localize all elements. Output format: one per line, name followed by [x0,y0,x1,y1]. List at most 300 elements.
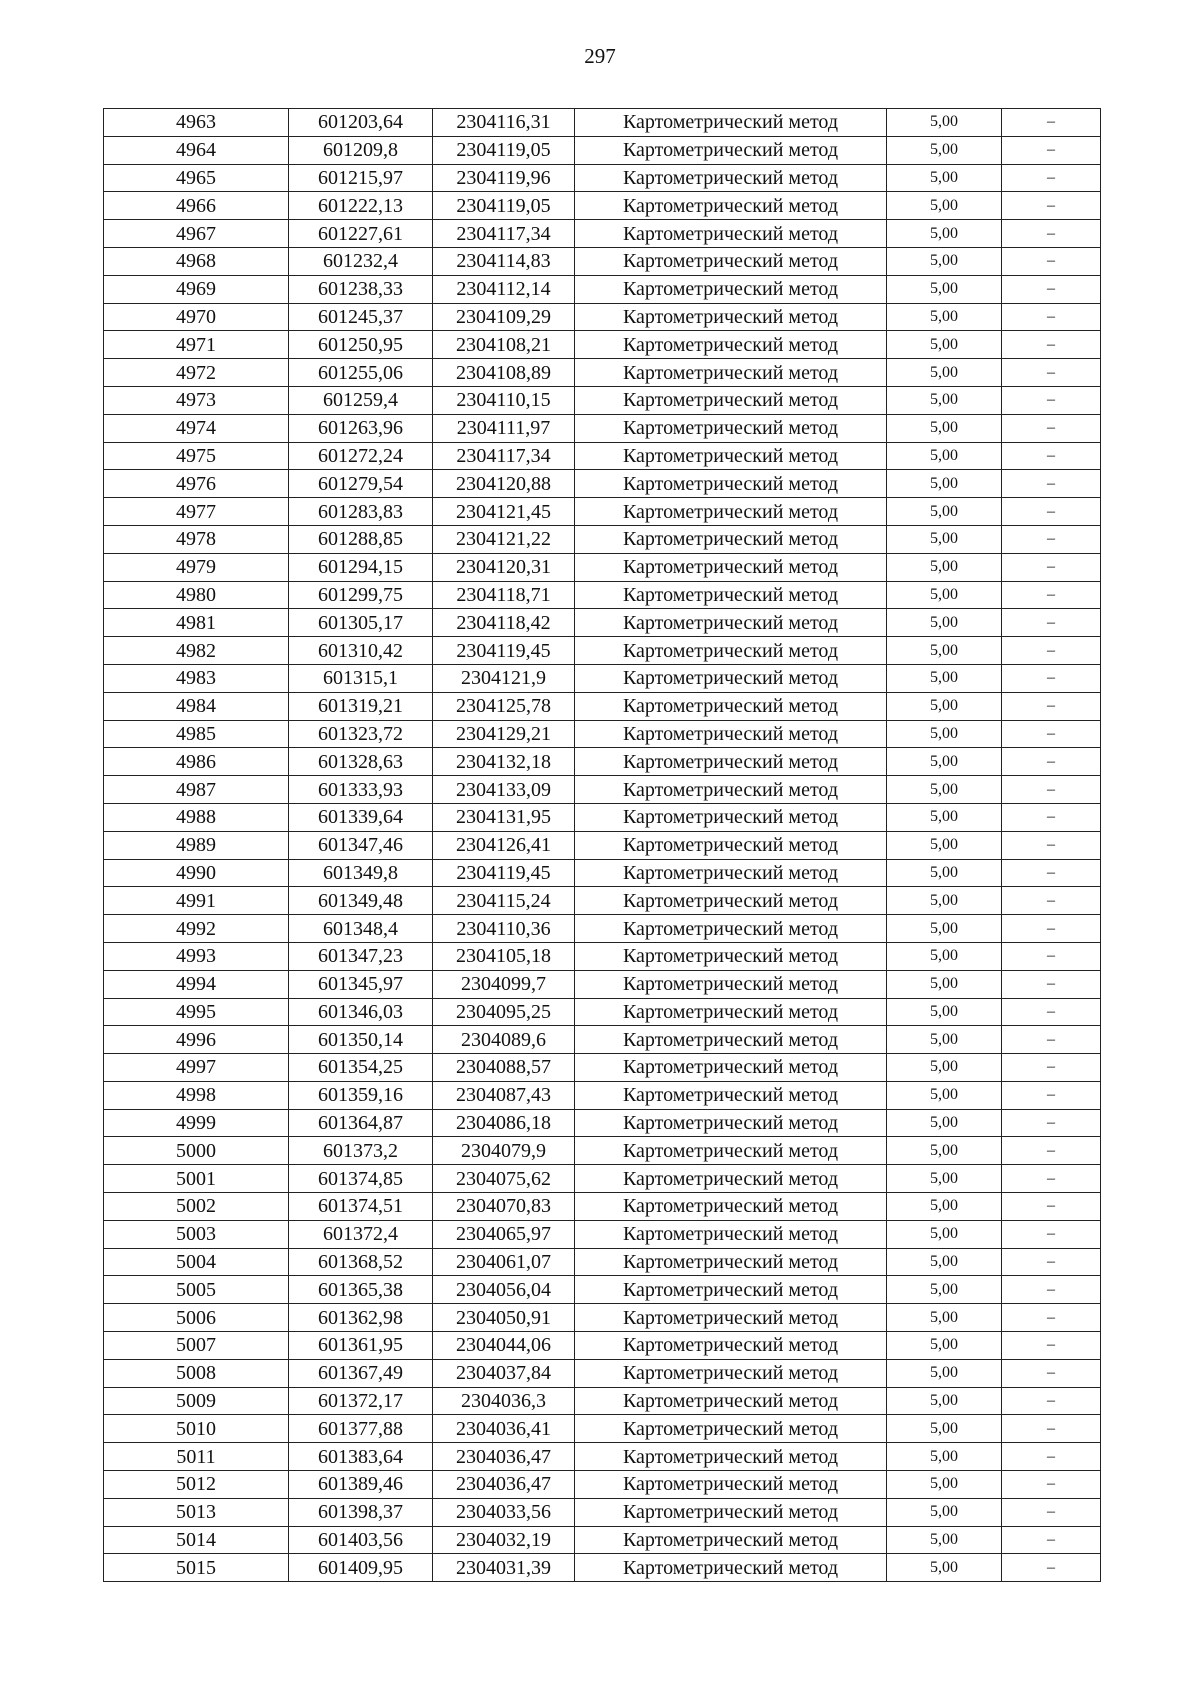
point-number-cell: 4987 [104,776,289,804]
y-coordinate-cell: 2304119,05 [433,136,575,164]
y-coordinate-cell: 2304119,96 [433,164,575,192]
point-number-cell: 5007 [104,1332,289,1360]
x-coordinate-cell: 601333,93 [289,776,433,804]
accuracy-cell: 5,00 [887,331,1002,359]
accuracy-cell: 5,00 [887,109,1002,137]
accuracy-cell: 5,00 [887,1387,1002,1415]
x-coordinate-cell: 601348,4 [289,915,433,943]
x-coordinate-cell: 601255,06 [289,359,433,387]
y-coordinate-cell: 2304095,25 [433,998,575,1026]
point-number-cell: 4996 [104,1026,289,1054]
point-number-cell: 4976 [104,470,289,498]
x-coordinate-cell: 601305,17 [289,609,433,637]
dash-cell: – [1002,581,1101,609]
x-coordinate-cell: 601283,83 [289,498,433,526]
table-row [104,776,1101,804]
method-cell: Картометрический метод [575,1165,887,1193]
method-cell: Картометрический метод [575,470,887,498]
y-coordinate-cell: 2304129,21 [433,720,575,748]
table-row [104,748,1101,776]
point-number-cell: 4978 [104,525,289,553]
accuracy-cell: 5,00 [887,1359,1002,1387]
dash-cell: – [1002,1026,1101,1054]
x-coordinate-cell: 601374,51 [289,1193,433,1221]
table-row [104,1109,1101,1137]
table-row [104,1359,1101,1387]
point-number-cell: 4967 [104,220,289,248]
dash-cell: – [1002,859,1101,887]
x-coordinate-cell: 601232,4 [289,247,433,275]
dash-cell: – [1002,887,1101,915]
table-row [104,359,1101,387]
y-coordinate-cell: 2304119,45 [433,859,575,887]
dash-cell: – [1002,1109,1101,1137]
dash-cell: – [1002,275,1101,303]
point-number-cell: 5012 [104,1471,289,1499]
accuracy-cell: 5,00 [887,275,1002,303]
dash-cell: – [1002,776,1101,804]
x-coordinate-cell: 601227,61 [289,220,433,248]
point-number-cell: 5008 [104,1359,289,1387]
accuracy-cell: 5,00 [887,414,1002,442]
method-cell: Картометрический метод [575,164,887,192]
point-number-cell: 4975 [104,442,289,470]
accuracy-cell: 5,00 [887,1304,1002,1332]
dash-cell: – [1002,1137,1101,1165]
dash-cell: – [1002,1554,1101,1582]
x-coordinate-cell: 601339,64 [289,803,433,831]
method-cell: Картометрический метод [575,553,887,581]
method-cell: Картометрический метод [575,998,887,1026]
table-row [104,1554,1101,1582]
accuracy-cell: 5,00 [887,915,1002,943]
point-number-cell: 4974 [104,414,289,442]
method-cell: Картометрический метод [575,1498,887,1526]
dash-cell: – [1002,109,1101,137]
x-coordinate-cell: 601365,38 [289,1276,433,1304]
method-cell: Картометрический метод [575,776,887,804]
y-coordinate-cell: 2304116,31 [433,109,575,137]
method-cell: Картометрический метод [575,637,887,665]
accuracy-cell: 5,00 [887,1220,1002,1248]
table-row [104,1220,1101,1248]
accuracy-cell: 5,00 [887,1054,1002,1082]
accuracy-cell: 5,00 [887,720,1002,748]
method-cell: Картометрический метод [575,1387,887,1415]
accuracy-cell: 5,00 [887,581,1002,609]
x-coordinate-cell: 601346,03 [289,998,433,1026]
y-coordinate-cell: 2304117,34 [433,442,575,470]
dash-cell: – [1002,1387,1101,1415]
accuracy-cell: 5,00 [887,1137,1002,1165]
method-cell: Картометрический метод [575,1054,887,1082]
y-coordinate-cell: 2304121,45 [433,498,575,526]
y-coordinate-cell: 2304044,06 [433,1332,575,1360]
y-coordinate-cell: 2304108,89 [433,359,575,387]
dash-cell: – [1002,1498,1101,1526]
accuracy-cell: 5,00 [887,803,1002,831]
dash-cell: – [1002,692,1101,720]
x-coordinate-cell: 601383,64 [289,1443,433,1471]
dash-cell: – [1002,609,1101,637]
accuracy-cell: 5,00 [887,942,1002,970]
y-coordinate-cell: 2304121,9 [433,664,575,692]
method-cell: Картометрический метод [575,859,887,887]
accuracy-cell: 5,00 [887,831,1002,859]
accuracy-cell: 5,00 [887,442,1002,470]
table-row [104,1137,1101,1165]
method-cell: Картометрический метод [575,1276,887,1304]
dash-cell: – [1002,442,1101,470]
dash-cell: – [1002,1220,1101,1248]
dash-cell: – [1002,1193,1101,1221]
point-number-cell: 4972 [104,359,289,387]
point-number-cell: 4980 [104,581,289,609]
point-number-cell: 5006 [104,1304,289,1332]
x-coordinate-cell: 601377,88 [289,1415,433,1443]
accuracy-cell: 5,00 [887,1526,1002,1554]
method-cell: Картометрический метод [575,136,887,164]
table-row [104,1081,1101,1109]
table-row [104,664,1101,692]
method-cell: Картометрический метод [575,748,887,776]
table-row [104,1415,1101,1443]
point-number-cell: 5000 [104,1137,289,1165]
x-coordinate-cell: 601349,8 [289,859,433,887]
y-coordinate-cell: 2304119,05 [433,192,575,220]
dash-cell: – [1002,220,1101,248]
point-number-cell: 4999 [104,1109,289,1137]
dash-cell: – [1002,1054,1101,1082]
point-number-cell: 5013 [104,1498,289,1526]
method-cell: Картометрический метод [575,1526,887,1554]
method-cell: Картометрический метод [575,1220,887,1248]
accuracy-cell: 5,00 [887,1165,1002,1193]
accuracy-cell: 5,00 [887,1026,1002,1054]
table-row [104,1026,1101,1054]
table-row [104,1471,1101,1499]
point-number-cell: 4988 [104,803,289,831]
method-cell: Картометрический метод [575,831,887,859]
x-coordinate-cell: 601288,85 [289,525,433,553]
accuracy-cell: 5,00 [887,609,1002,637]
dash-cell: – [1002,803,1101,831]
dash-cell: – [1002,1165,1101,1193]
point-number-cell: 4965 [104,164,289,192]
y-coordinate-cell: 2304075,62 [433,1165,575,1193]
method-cell: Картометрический метод [575,887,887,915]
x-coordinate-cell: 601319,21 [289,692,433,720]
point-number-cell: 5010 [104,1415,289,1443]
table-row [104,998,1101,1026]
y-coordinate-cell: 2304036,41 [433,1415,575,1443]
point-number-cell: 4993 [104,942,289,970]
method-cell: Картометрический метод [575,275,887,303]
accuracy-cell: 5,00 [887,859,1002,887]
dash-cell: – [1002,970,1101,998]
point-number-cell: 5005 [104,1276,289,1304]
accuracy-cell: 5,00 [887,664,1002,692]
x-coordinate-cell: 601315,1 [289,664,433,692]
x-coordinate-cell: 601364,87 [289,1109,433,1137]
dash-cell: – [1002,1276,1101,1304]
dash-cell: – [1002,192,1101,220]
point-number-cell: 4979 [104,553,289,581]
accuracy-cell: 5,00 [887,1248,1002,1276]
y-coordinate-cell: 2304117,34 [433,220,575,248]
point-number-cell: 4971 [104,331,289,359]
dash-cell: – [1002,637,1101,665]
point-number-cell: 4990 [104,859,289,887]
point-number-cell: 4991 [104,887,289,915]
dash-cell: – [1002,1081,1101,1109]
accuracy-cell: 5,00 [887,553,1002,581]
dash-cell: – [1002,498,1101,526]
y-coordinate-cell: 2304110,15 [433,386,575,414]
y-coordinate-cell: 2304036,47 [433,1471,575,1499]
point-number-cell: 4969 [104,275,289,303]
table-row [104,1165,1101,1193]
table-row [104,109,1101,137]
y-coordinate-cell: 2304121,22 [433,525,575,553]
x-coordinate-cell: 601354,25 [289,1054,433,1082]
method-cell: Картометрический метод [575,1471,887,1499]
table-row [104,1276,1101,1304]
y-coordinate-cell: 2304079,9 [433,1137,575,1165]
y-coordinate-cell: 2304110,36 [433,915,575,943]
x-coordinate-cell: 601328,63 [289,748,433,776]
accuracy-cell: 5,00 [887,1332,1002,1360]
table-row [104,247,1101,275]
accuracy-cell: 5,00 [887,220,1002,248]
accuracy-cell: 5,00 [887,1443,1002,1471]
y-coordinate-cell: 2304108,21 [433,331,575,359]
table-row [104,525,1101,553]
table-row [104,1443,1101,1471]
method-cell: Картометрический метод [575,1081,887,1109]
table-row [104,970,1101,998]
table-row [104,915,1101,943]
x-coordinate-cell: 601403,56 [289,1526,433,1554]
method-cell: Картометрический метод [575,414,887,442]
y-coordinate-cell: 2304087,43 [433,1081,575,1109]
accuracy-cell: 5,00 [887,1554,1002,1582]
y-coordinate-cell: 2304115,24 [433,887,575,915]
method-cell: Картометрический метод [575,1137,887,1165]
dash-cell: – [1002,942,1101,970]
y-coordinate-cell: 2304109,29 [433,303,575,331]
y-coordinate-cell: 2304099,7 [433,970,575,998]
accuracy-cell: 5,00 [887,776,1002,804]
y-coordinate-cell: 2304036,3 [433,1387,575,1415]
table-row [104,414,1101,442]
accuracy-cell: 5,00 [887,1081,1002,1109]
point-number-cell: 4982 [104,637,289,665]
point-number-cell: 4985 [104,720,289,748]
accuracy-cell: 5,00 [887,1471,1002,1499]
method-cell: Картометрический метод [575,803,887,831]
method-cell: Картометрический метод [575,1415,887,1443]
table-row [104,303,1101,331]
y-coordinate-cell: 2304036,47 [433,1443,575,1471]
table-row [104,470,1101,498]
method-cell: Картометрический метод [575,220,887,248]
x-coordinate-cell: 601409,95 [289,1554,433,1582]
accuracy-cell: 5,00 [887,970,1002,998]
table-row [104,720,1101,748]
table-row [104,1054,1101,1082]
coordinates-table [103,108,1101,1582]
table-row [104,136,1101,164]
y-coordinate-cell: 2304125,78 [433,692,575,720]
table-row [104,1526,1101,1554]
method-cell: Картометрический метод [575,386,887,414]
y-coordinate-cell: 2304120,88 [433,470,575,498]
table-row [104,942,1101,970]
method-cell: Картометрический метод [575,359,887,387]
dash-cell: – [1002,998,1101,1026]
method-cell: Картометрический метод [575,1026,887,1054]
accuracy-cell: 5,00 [887,1498,1002,1526]
x-coordinate-cell: 601372,4 [289,1220,433,1248]
point-number-cell: 4970 [104,303,289,331]
y-coordinate-cell: 2304132,18 [433,748,575,776]
table-row [104,692,1101,720]
method-cell: Картометрический метод [575,331,887,359]
point-number-cell: 4977 [104,498,289,526]
point-number-cell: 4966 [104,192,289,220]
accuracy-cell: 5,00 [887,498,1002,526]
y-coordinate-cell: 2304088,57 [433,1054,575,1082]
point-number-cell: 4992 [104,915,289,943]
x-coordinate-cell: 601347,23 [289,942,433,970]
accuracy-cell: 5,00 [887,247,1002,275]
table-row [104,887,1101,915]
y-coordinate-cell: 2304033,56 [433,1498,575,1526]
table-row [104,275,1101,303]
method-cell: Картометрический метод [575,109,887,137]
point-number-cell: 4981 [104,609,289,637]
x-coordinate-cell: 601367,49 [289,1359,433,1387]
table-row [104,1498,1101,1526]
point-number-cell: 4995 [104,998,289,1026]
dash-cell: – [1002,525,1101,553]
method-cell: Картометрический метод [575,303,887,331]
dash-cell: – [1002,303,1101,331]
table-row [104,1332,1101,1360]
x-coordinate-cell: 601359,16 [289,1081,433,1109]
method-cell: Картометрический метод [575,192,887,220]
point-number-cell: 5015 [104,1554,289,1582]
point-number-cell: 4963 [104,109,289,137]
y-coordinate-cell: 2304065,97 [433,1220,575,1248]
method-cell: Картометрический метод [575,609,887,637]
method-cell: Картометрический метод [575,1193,887,1221]
dash-cell: – [1002,1526,1101,1554]
x-coordinate-cell: 601250,95 [289,331,433,359]
x-coordinate-cell: 601263,96 [289,414,433,442]
accuracy-cell: 5,00 [887,386,1002,414]
y-coordinate-cell: 2304114,83 [433,247,575,275]
method-cell: Картометрический метод [575,1359,887,1387]
x-coordinate-cell: 601347,46 [289,831,433,859]
point-number-cell: 4983 [104,664,289,692]
dash-cell: – [1002,359,1101,387]
method-cell: Картометрический метод [575,942,887,970]
y-coordinate-cell: 2304032,19 [433,1526,575,1554]
method-cell: Картометрический метод [575,498,887,526]
page-number: 297 [584,44,616,68]
accuracy-cell: 5,00 [887,748,1002,776]
accuracy-cell: 5,00 [887,637,1002,665]
table-row [104,192,1101,220]
method-cell: Картометрический метод [575,247,887,275]
table-row [104,498,1101,526]
point-number-cell: 5004 [104,1248,289,1276]
y-coordinate-cell: 2304111,97 [433,414,575,442]
dash-cell: – [1002,1471,1101,1499]
method-cell: Картометрический метод [575,970,887,998]
point-number-cell: 4997 [104,1054,289,1082]
table-row [104,609,1101,637]
accuracy-cell: 5,00 [887,136,1002,164]
table-row [104,859,1101,887]
method-cell: Картометрический метод [575,1109,887,1137]
dash-cell: – [1002,414,1101,442]
point-number-cell: 4968 [104,247,289,275]
dash-cell: – [1002,1443,1101,1471]
y-coordinate-cell: 2304056,04 [433,1276,575,1304]
method-cell: Картометрический метод [575,1443,887,1471]
y-coordinate-cell: 2304131,95 [433,803,575,831]
dash-cell: – [1002,470,1101,498]
method-cell: Картометрический метод [575,1248,887,1276]
accuracy-cell: 5,00 [887,1193,1002,1221]
point-number-cell: 4973 [104,386,289,414]
table-row [104,803,1101,831]
table-row [104,331,1101,359]
accuracy-cell: 5,00 [887,192,1002,220]
accuracy-cell: 5,00 [887,887,1002,915]
table-row [104,1248,1101,1276]
y-coordinate-cell: 2304050,91 [433,1304,575,1332]
x-coordinate-cell: 601222,13 [289,192,433,220]
method-cell: Картометрический метод [575,442,887,470]
x-coordinate-cell: 601272,24 [289,442,433,470]
accuracy-cell: 5,00 [887,164,1002,192]
dash-cell: – [1002,1332,1101,1360]
y-coordinate-cell: 2304120,31 [433,553,575,581]
dash-cell: – [1002,720,1101,748]
x-coordinate-cell: 601294,15 [289,553,433,581]
x-coordinate-cell: 601238,33 [289,275,433,303]
y-coordinate-cell: 2304070,83 [433,1193,575,1221]
accuracy-cell: 5,00 [887,1276,1002,1304]
accuracy-cell: 5,00 [887,692,1002,720]
dash-cell: – [1002,386,1101,414]
dash-cell: – [1002,164,1101,192]
y-coordinate-cell: 2304105,18 [433,942,575,970]
table-row [104,220,1101,248]
y-coordinate-cell: 2304061,07 [433,1248,575,1276]
y-coordinate-cell: 2304031,39 [433,1554,575,1582]
table-row [104,442,1101,470]
point-number-cell: 5014 [104,1526,289,1554]
dash-cell: – [1002,1248,1101,1276]
dash-cell: – [1002,915,1101,943]
accuracy-cell: 5,00 [887,998,1002,1026]
dash-cell: – [1002,831,1101,859]
